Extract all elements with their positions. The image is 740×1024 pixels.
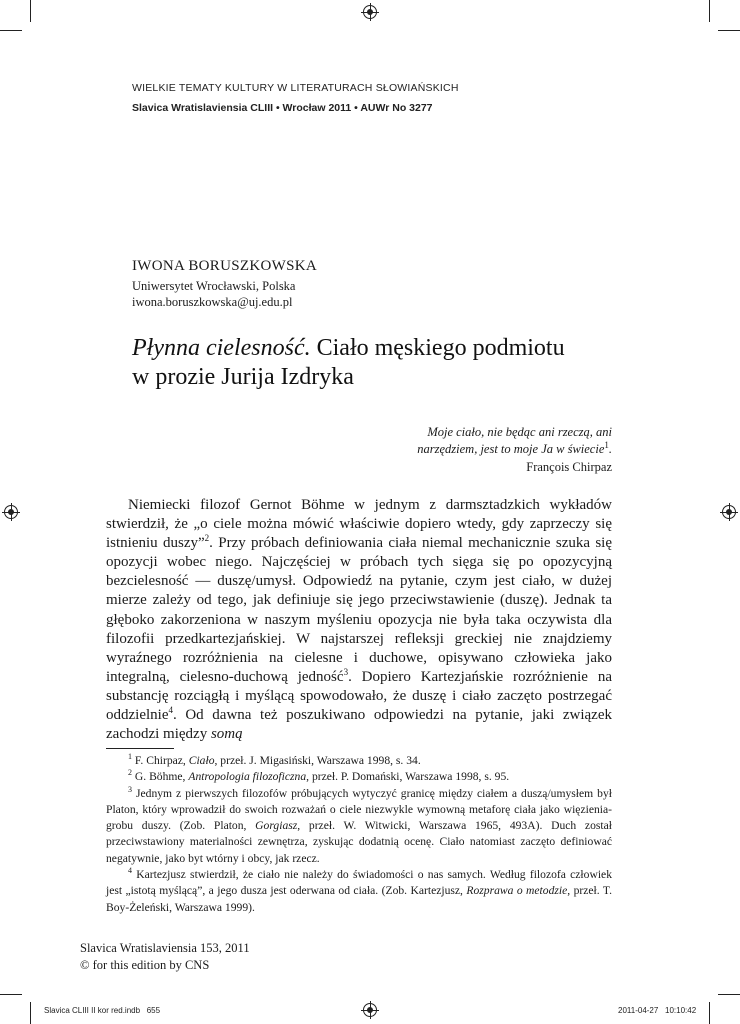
footnote: $^3$ Jednym z pierwszych filozofów próbujących wytyczyć granicę między ciałem a duszą/umysłem był Platon, który wprowadził do swoich rozważań o ciele niezwykle wymowną metaforę ciała jako więzienia-grobu duszy. (Zob. Platon, Gorgiasz, przeł. W. Witwicki, Warszawa 1965, 493A). Duch został przeciwstawiony materialności zewnętrza, zyskując dodatnią ocenę. Ciało natomiast zaczęto definiować negatywnie, jako byt wtórny i obcy, jak rzecz. [106, 784, 612, 865]
paragraph: Niemiecki filozof Gernot Böhme w jednym z darmsztadzkich wykładów stwierdził, że „o ciele można mówić właściwie dopiero wtedy, gdy zaprzeczy się istnieniu duszy”$^2$. Przy próbach definiowania ciała niemal mechanicznie szuka się opozycji wobec niego. Najczęściej w próbach tych sięga się po opozycyjną bezcielesność — duszę/umysł. Odpowiedź na pytanie, czym jest ciało, w dużej mierze zależy od tego, jak definiuje się jego przeciwstawienie (duszę). Jednak ta głęboko zakorzeniona w naszym myśleniu opozycja nie była taka oczywista dla filozofii przedkartezjańskiej. W najstarszej refleksji greckiej nie znajdziemy wyraźnego rozróżnienia na cielesne i duchowe, opisywano człowieka jako integralną, cielesno-duchową jedność$^3$. Dopiero Kartezjańskie rozróżnienie na substancję rozciągłą i myślącą spowodowało, że duszę i ciało zaczęto postrzegać oddzielnie$^4$. Od dawna też poszukiwano odpowiedzi na pytanie, jaki związek zachodzi między somą [106, 497, 613, 743]
epigraph-line: narzędziem, jest to moje Ja w świecie [417, 442, 605, 456]
crop-mark [709, 0, 710, 22]
footer-journal: Slavica Wratislaviensia 153, 2011 [80, 941, 250, 955]
print-slug-date: 2011-04-27 10:10:42 [618, 1006, 697, 1015]
title-line1: Ciało męskiego podmiotu [310, 335, 565, 361]
footnotes [106, 753, 612, 916]
author-email: iwona.boruszkowska@uj.edu.pl [132, 295, 293, 309]
footnote-ref: 4 [168, 705, 173, 716]
series-title: WIELKIE TEMATY KULTURY W LITERATURACH SŁOWIAŃSKICH [132, 82, 459, 94]
title-line2: w prozie Jurija Izdryka [132, 364, 354, 390]
crop-mark [30, 0, 31, 22]
footnote-ref: 2 [204, 533, 210, 544]
body-text [106, 496, 612, 744]
registration-mark-icon [722, 505, 736, 519]
epigraph: Moje ciało, nie będąc ani rzeczą, ani narzędziem, jest to moje Ja w świecie$^1$. [300, 424, 612, 458]
registration-mark-icon [363, 1003, 377, 1017]
crop-mark [0, 30, 22, 31]
journal-line: Slavica Wratislaviensia CLIII • Wrocław 2011 • AUWr No 3277 [132, 102, 433, 114]
footnote: $^1$ F. Chirpaz, Ciało, przeł. J. Migasiński, Warszawa 1998, s. 34. [128, 752, 421, 767]
crop-mark [0, 994, 22, 995]
footnote: $^4$ Kartezjusz stwierdził, że ciało nie należy do świadomości o nas samych. Według filozofa człowiek jest „istotą myślącą”, a jego dusza jest oderwana od ciała. (Zob. Kartezjusz, Rozprawa o metodzie, przeł. T. Boy-Żeleński, Warszawa 1999). [106, 866, 612, 914]
crop-mark [709, 1002, 710, 1024]
title-italic: Płynna cielesność. [132, 335, 311, 361]
author-name: IWONA BORUSZKOWSKA [132, 258, 317, 274]
article-title [132, 334, 612, 392]
footer-copyright: © for this edition by CNS [80, 958, 210, 972]
crop-mark [30, 1002, 31, 1024]
registration-mark-icon [363, 5, 377, 19]
author-affiliation: Uniwersytet Wrocławski, Polska [132, 279, 296, 293]
footnote-separator [106, 748, 174, 749]
print-slug-file: Slavica CLIII II kor red.indb 655 [44, 1006, 161, 1015]
crop-mark [718, 30, 740, 31]
epigraph-author: François Chirpaz [526, 460, 612, 474]
registration-mark-icon [4, 505, 18, 519]
epigraph-line: Moje ciało, nie będąc ani rzeczą, ani [427, 425, 612, 439]
crop-mark [718, 994, 740, 995]
footnote-ref: 3 [343, 666, 349, 677]
page-footer [80, 940, 250, 974]
footnote: $^2$ G. Böhme, Antropologia filozoficzna, przeł. P. Domański, Warszawa 1998, s. 95. [128, 768, 510, 784]
footnote-ref: 1 [604, 439, 609, 450]
